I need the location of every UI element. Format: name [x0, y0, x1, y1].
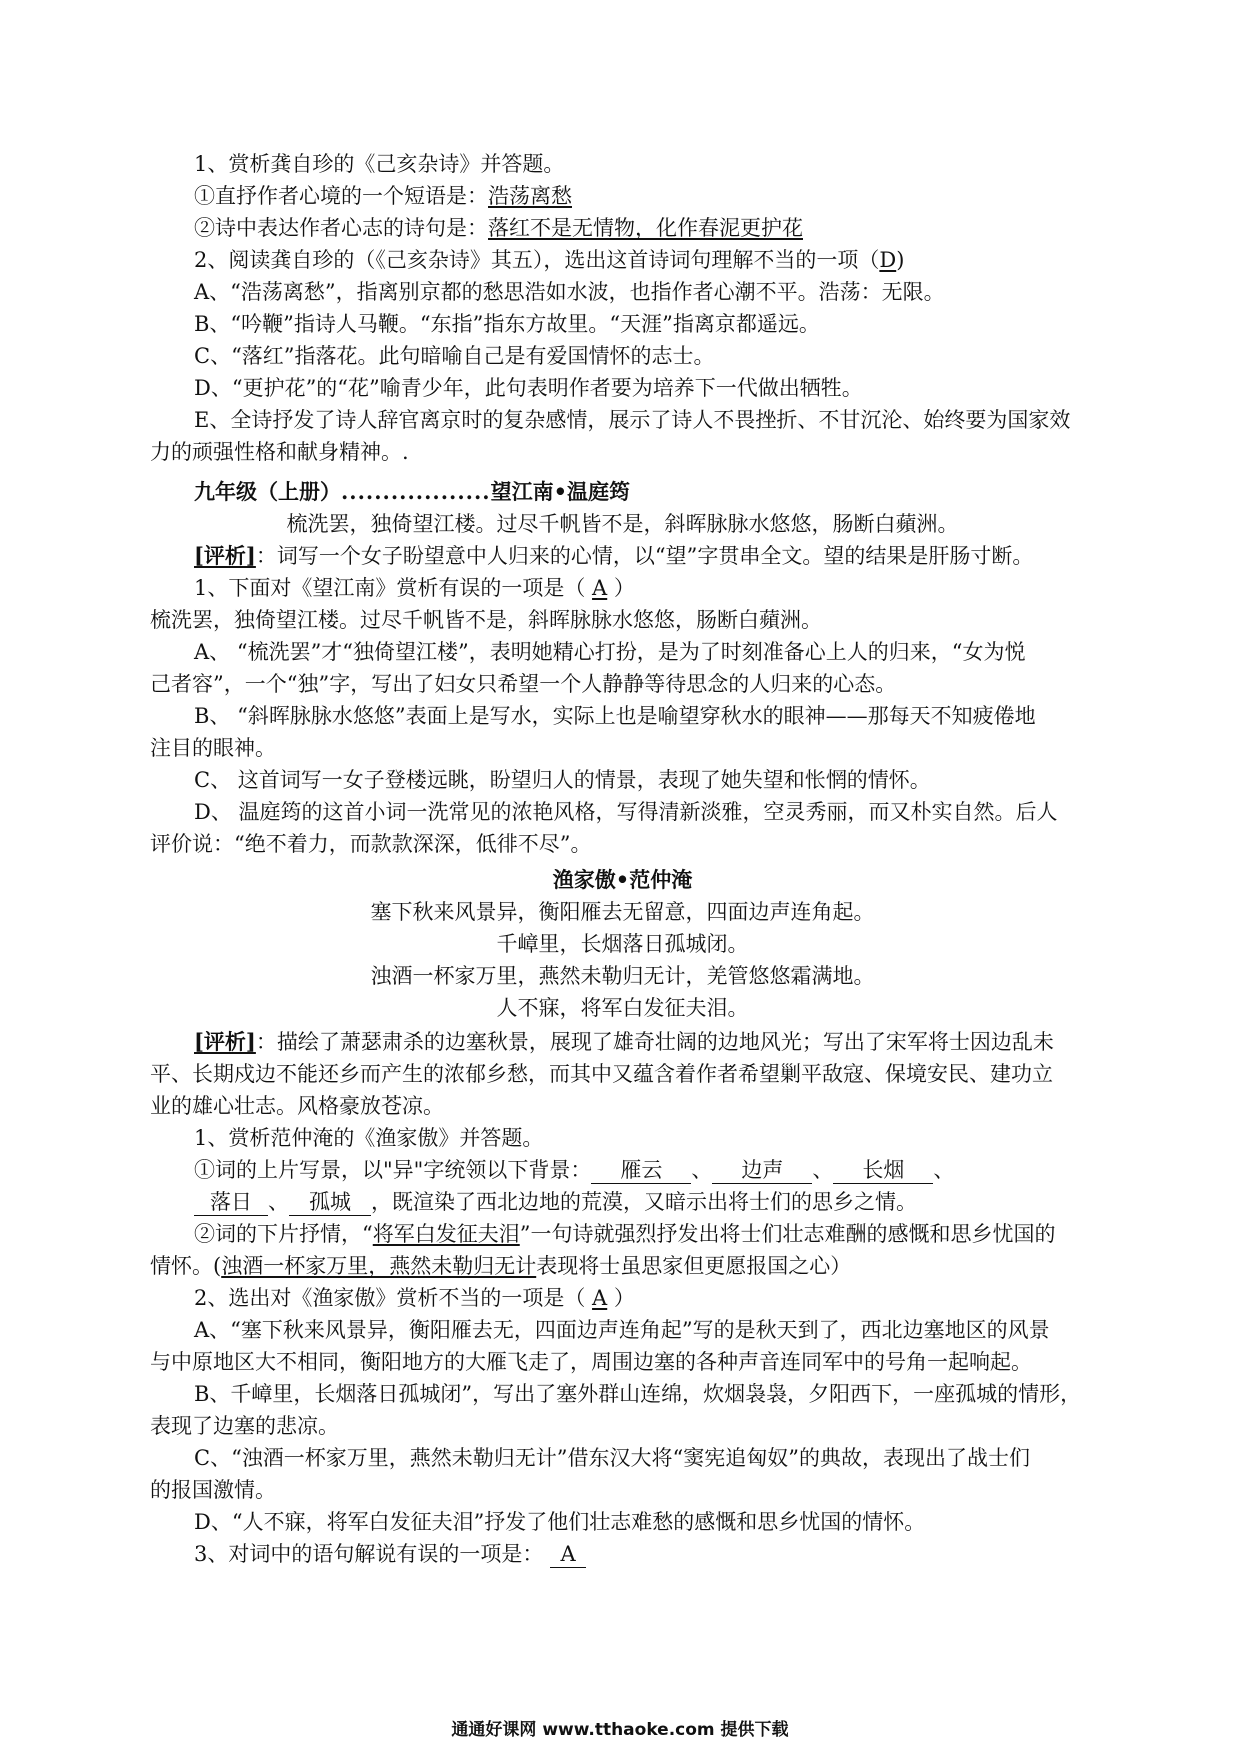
answer-blank: A — [550, 1541, 586, 1568]
dot-leader: .................. — [341, 479, 491, 504]
option-c: C、 这首词写一女子登楼远眺，盼望归人的情景，表现了她失望和怅惘的情怀。 — [194, 768, 931, 792]
poem-title: 渔家傲•范仲淹 — [552, 867, 693, 892]
answer-choice: A — [592, 1286, 608, 1310]
option-d: D、“人不寐，将军白发征夫泪”抒发了他们壮志难愁的感慨和思乡忧国的情怀。 — [194, 1510, 926, 1534]
poem-text: 梳洗罢，独倚望江楼。过尽千帆皆不是，斜晖脉脉水悠悠，肠断白蘋洲。 — [286, 512, 959, 536]
poem-line-1: 塞下秋来风景异，衡阳雁去无留意，四面边声连角起。 — [370, 900, 875, 924]
option-d-line-2: 评价说：“绝不着力，而款款深深，低徘不尽”。 — [150, 832, 592, 856]
question-2: 2、选出对《渔家傲》赏析不当的一项是（ A ） — [194, 1286, 635, 1310]
analysis-line-3: 业的雄心壮志。风格豪放苍凉。 — [150, 1094, 444, 1118]
poem-text-repeat: 梳洗罢，独倚望江楼。过尽千帆皆不是，斜晖脉脉水悠悠，肠断白蘋洲。 — [150, 608, 822, 632]
answer-blank: 孤城 — [289, 1189, 371, 1216]
option-c-line-2: 的报国激情。 — [150, 1478, 276, 1502]
answer-choice: A — [592, 576, 608, 600]
question-1: 1、下面对《望江南》赏析有误的一项是（ A ） — [194, 576, 635, 600]
option-a-line-2: 己者容”，一个“独”字，写出了妇女只希望一个人静静等待思念的人归来的心态。 — [150, 672, 897, 696]
option-c-line-1: C、“浊酒一杯家万里，燕然未勒归无计”借东汉大将“窦宪追匈奴”的典故，表现出了战士们 — [194, 1446, 1031, 1470]
poem-title: 望江南•温庭筠 — [490, 479, 631, 504]
question-1-title: 1、赏析龚自珍的《己亥杂诗》并答题。 — [194, 152, 565, 176]
poem-line-3: 浊酒一杯家万里，燕然未勒归无计，羌管悠悠霜满地。 — [370, 964, 875, 988]
answer-text: 将军白发征夫泪 — [372, 1222, 520, 1246]
question-1-part-b: ②词的下片抒情，“将军白发征夫泪”一句诗就强烈抒发出将士们壮志难酬的感慨和思乡忧国的 — [194, 1222, 1056, 1246]
option-a-line-1: A、“塞下秋来风景异，衡阳雁去无，四面边声连角起”写的是秋天到了，西北边塞地区的风景 — [194, 1318, 1050, 1342]
analysis-label: [评析] — [194, 1029, 256, 1054]
question-1-part-a: ①词的上片写景，以"异"字统领以下背景： 雁云 、 边声 、 长烟 、 — [194, 1158, 955, 1182]
option-a-line-2: 与中原地区大不相同，衡阳地方的大雁飞走了，周围边塞的各种声音连同军中的号角一起响起。 — [150, 1350, 1032, 1374]
analysis-line-1: [评析]：描绘了萧瑟肃杀的边塞秋景，展现了雄奇壮阔的边地风光；写出了宋军将士因边乱未 — [194, 1029, 1054, 1054]
answer-text: 浩荡离愁 — [488, 184, 572, 208]
analysis: [评析]：词写一个女子盼望意中人归来的心情，以“望”字贯串全文。望的结果是肝肠寸断。 — [194, 543, 1034, 568]
question-1-part-b-continued: 情怀。(浊酒一杯家万里，燕然未勒归无计表现将士虽思家但更愿报国之心） — [150, 1254, 852, 1278]
option-b-line-1: B、 “斜晖脉脉水悠悠”表面上是写水，实际上也是喻望穿秋水的眼神——那每天不知疲倦地 — [194, 704, 1036, 728]
option-e-line-1: E、全诗抒发了诗人辞官离京时的复杂感情，展示了诗人不畏挫折、不甘沉沦、始终要为国家效 — [194, 408, 1071, 432]
option-d: D、“更护花”的“花”喻青少年，此句表明作者要为培养下一代做出牺牲。 — [194, 376, 863, 400]
answer-blank: 落日 — [194, 1189, 268, 1216]
question-1-part-a-continued: 落日 、 孤城 ，既渲染了西北边地的荒漠，又暗示出将士们的思乡之情。 — [194, 1186, 1095, 1218]
footer-credit: 通通好课网 www.tthaoke.com 提供下载 — [451, 1720, 789, 1740]
option-a: A、“浩荡离愁”，指离别京都的愁思浩如水波，也指作者心潮不平。浩荡：无限。 — [194, 280, 945, 304]
section-heading — [194, 476, 1095, 508]
analysis-line-2: 平、长期戍边不能还乡而产生的浓郁乡愁，而其中又蕴含着作者希望剿平敌寇、保境安民、建功立 — [150, 1062, 1053, 1086]
answer-choice: D — [879, 248, 897, 272]
option-e-line-2: 力的顽强性格和献身精神。. — [150, 440, 409, 464]
grade-label: 九年级（上册） — [194, 479, 341, 504]
answer-blank: 雁云 — [591, 1157, 691, 1184]
option-b-line-1: B、千嶂里，长烟落日孤城闭”，写出了塞外群山连绵，炊烟袅袅，夕阳西下，一座孤城的情形， — [194, 1382, 1082, 1406]
answer-text: 落红不是无情物，化作春泥更护花 — [488, 216, 803, 240]
answer-text: 浊酒一杯家万里，燕然未勒归无计 — [221, 1254, 537, 1278]
question-1-part-b: ②诗中表达作者心志的诗句是：落红不是无情物，化作春泥更护花 — [194, 216, 803, 240]
option-b: B、“吟鞭”指诗人马鞭。“东指”指东方故里。“天涯”指离京都遥远。 — [194, 312, 820, 336]
question-3: 3、对词中的语句解说有误的一项是： A — [194, 1538, 1095, 1570]
analysis-label: [评析] — [194, 543, 256, 568]
question-2: 2、阅读龚自珍的（《己亥杂诗》其五），选出这首诗词句理解不当的一项（D) — [194, 248, 905, 272]
option-a-line-1: A、 “梳洗罢”才“独倚望江楼”，表明她精心打扮，是为了时刻准备心上人的归来，“女为悦 — [194, 640, 1026, 664]
option-c: C、“落红”指落花。此句暗喻自己是有爱国情怀的志士。 — [194, 344, 715, 368]
option-d-line-1: D、 温庭筠的这首小词一洗常见的浓艳风格，写得清新淡雅，空灵秀丽，而又朴实自然。后人 — [194, 800, 1058, 824]
answer-blank: 边声 — [712, 1157, 812, 1184]
poem-line-4: 人不寐，将军白发征夫泪。 — [496, 996, 749, 1020]
question-1-part-a: ①直抒作者心境的一个短语是：浩荡离愁 — [194, 184, 572, 208]
option-b-line-2: 表现了边塞的悲凉。 — [150, 1414, 339, 1438]
option-b-line-2: 注目的眼神。 — [150, 736, 276, 760]
question-1-title: 1、赏析范仲淹的《渔家傲》并答题。 — [194, 1126, 544, 1150]
answer-blank: 长烟 — [833, 1157, 933, 1184]
poem-line-2: 千嶂里，长烟落日孤城闭。 — [496, 932, 749, 956]
